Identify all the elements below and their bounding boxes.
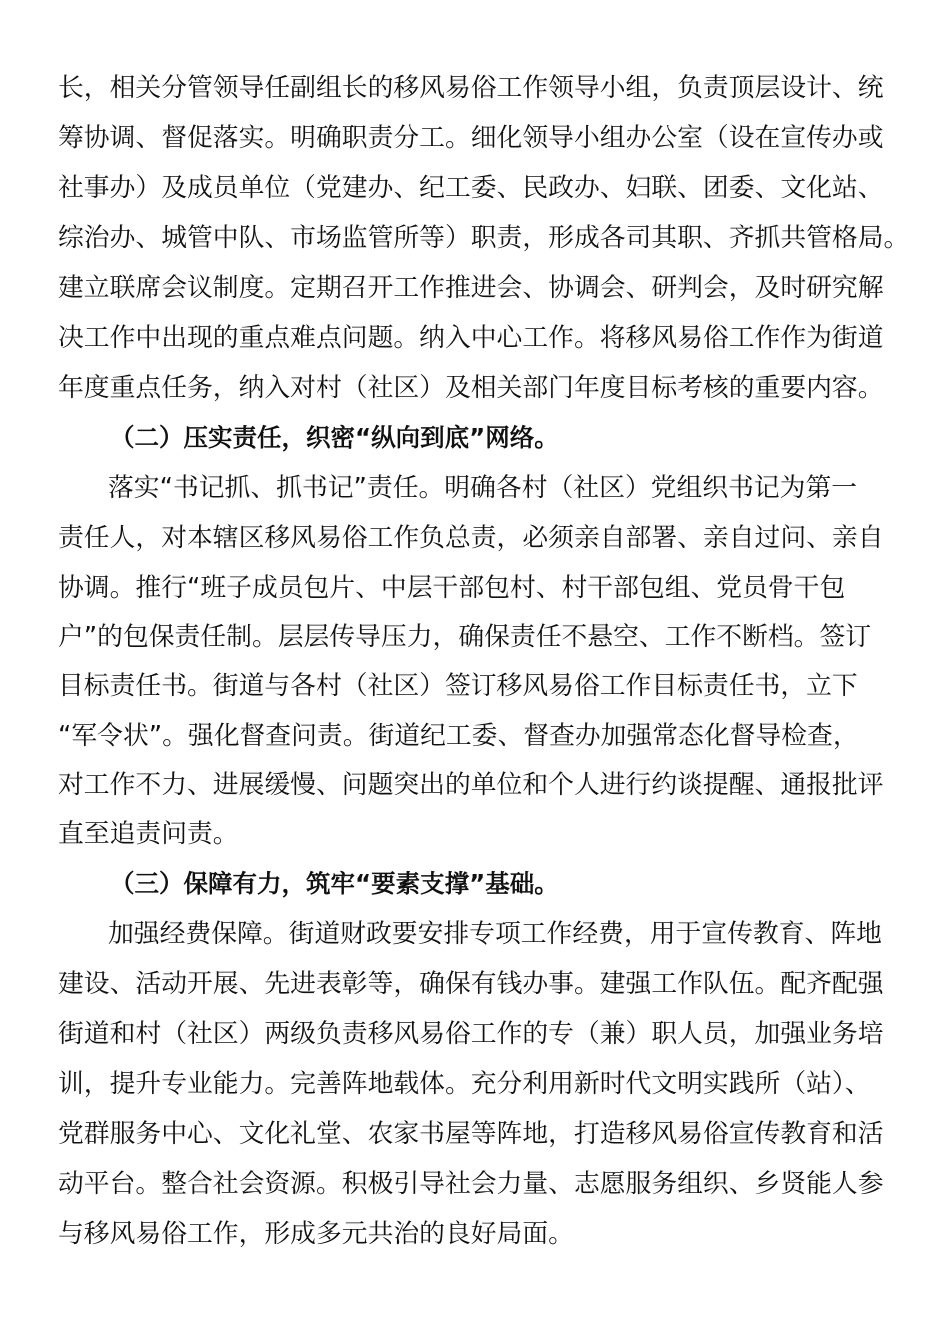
section-heading-3: （三）保障有力，筑牢“要素支撑”基础。 xyxy=(110,869,559,898)
paragraph-line: 协调。推行“班子成员包片、中层干部包村、村干部包组、党员骨干包 xyxy=(58,573,846,603)
paragraph-line: 街道和村（社区）两级负责移风易俗工作的专（兼）职人员，加强业务培 xyxy=(58,1019,884,1049)
paragraph-line: 动平台。整合社会资源。积极引导社会力量、志愿服务组织、乡贤能人参 xyxy=(58,1169,884,1199)
paragraph-line: 综治办、城管中队、市场监管所等）职责，形成各司其职、齐抓共管格局。 xyxy=(58,223,910,253)
section-heading-2: （二）压实责任，织密“纵向到底”网络。 xyxy=(110,423,559,452)
paragraph-line: “军令状”。强化督查问责。街道纪工委、督查办加强常态化督导检查， xyxy=(58,721,859,751)
paragraph-line: 党群服务中心、文化礼堂、农家书屋等阵地，打造移风易俗宣传教育和活 xyxy=(58,1119,884,1149)
paragraph-line: 年度重点任务，纳入对村（社区）及相关部门年度目标考核的重要内容。 xyxy=(58,373,884,403)
paragraph-line: 建设、活动开展、先进表彰等，确保有钱办事。建强工作队伍。配齐配强 xyxy=(58,969,884,999)
paragraph-line: 建立联席会议制度。定期召开工作推进会、协调会、研判会，及时研究解 xyxy=(58,273,884,303)
paragraph-line: 筹协调、督促落实。明确职责分工。细化领导小组办公室（设在宣传办或 xyxy=(58,123,884,153)
paragraph-line: 决工作中出现的重点难点问题。纳入中心工作。将移风易俗工作作为街道 xyxy=(58,323,884,353)
paragraph-line: 训，提升专业能力。完善阵地载体。充分利用新时代文明实践所（站）、 xyxy=(58,1069,871,1099)
paragraph-line: 与移风易俗工作，形成多元共治的良好局面。 xyxy=(58,1219,574,1249)
paragraph-line: 落实“书记抓、抓书记”责任。明确各村（社区）党组织书记为第一 xyxy=(108,473,858,503)
paragraph-line: 直至追责问责。 xyxy=(58,819,239,849)
paragraph-line: 责任人，对本辖区移风易俗工作负总责，必须亲自部署、亲自过问、亲自 xyxy=(58,523,884,553)
paragraph-line: 社事办）及成员单位（党建办、纪工委、民政办、妇联、团委、文化站、 xyxy=(58,173,884,203)
paragraph-line: 户”的包保责任制。层层传导压力，确保责任不悬空、工作不断档。签订 xyxy=(58,622,872,652)
paragraph-line: 加强经费保障。街道财政要安排专项工作经费，用于宣传教育、阵地 xyxy=(108,919,882,949)
paragraph-line: 目标责任书。街道与各村（社区）签订移风易俗工作目标责任书，立下 xyxy=(58,671,858,701)
paragraph-line: 对工作不力、进展缓慢、问题突出的单位和个人进行约谈提醒、通报批评 xyxy=(58,770,884,800)
paragraph-line: 长，相关分管领导任副组长的移风易俗工作领导小组，负责顶层设计、统 xyxy=(58,73,884,103)
